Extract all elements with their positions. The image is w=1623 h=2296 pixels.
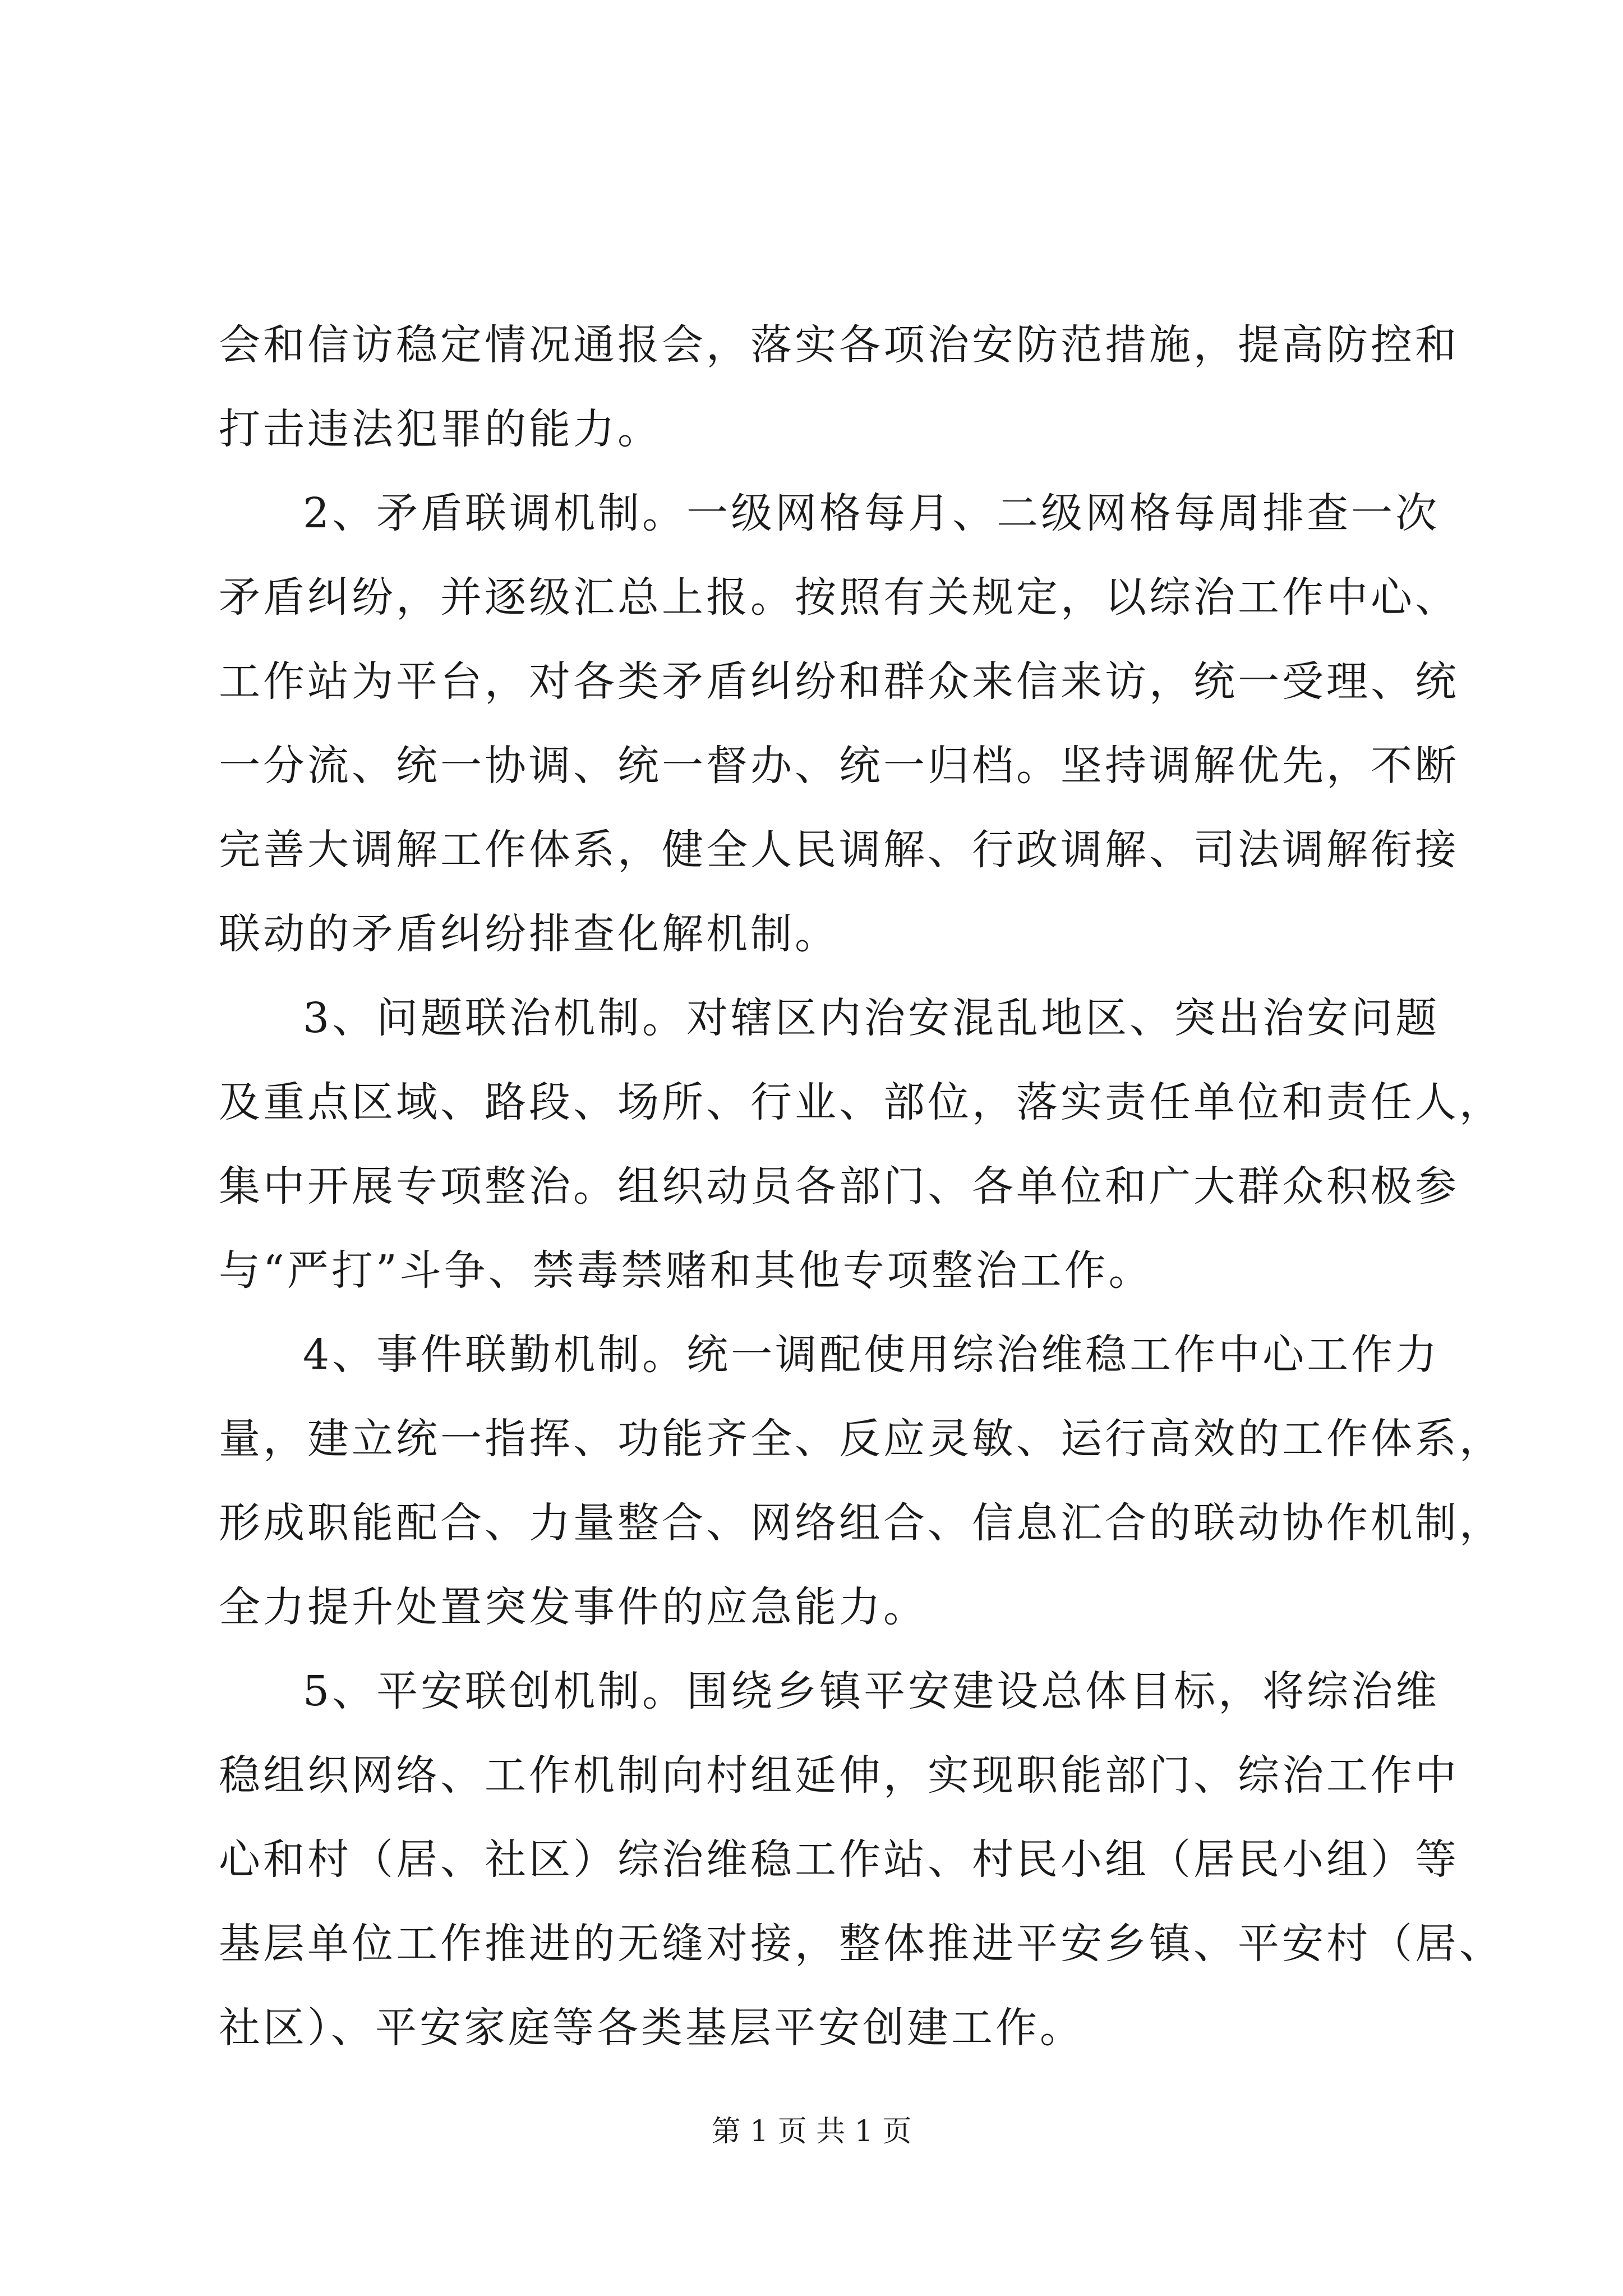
text-line: 矛盾纠纷，并逐级汇总上报。按照有关规定，以综治工作中心、 — [219, 573, 1459, 622]
text-line: 5、平安联创机制。围绕乡镇平安建设总体目标，将综治维 — [303, 1667, 1440, 1715]
text-line: 稳组织网络、工作机制向村组延伸，实现职能部门、综治工作中 — [219, 1751, 1459, 1800]
paragraph-incident-response — [219, 1313, 1504, 1649]
text-line: 全力提升处置突发事件的应急能力。 — [219, 1583, 928, 1631]
text-line: 集中开展专项整治。组织动员各部门、各单位和广大群众积极参 — [219, 1162, 1459, 1211]
text-line: 形成职能配合、力量整合、网络组合、信息汇合的联动协作机制， — [219, 1499, 1504, 1547]
paragraph-safety-creation — [219, 1649, 1504, 2070]
paragraph-continuation — [219, 303, 1459, 471]
paragraph-joint-governance — [219, 976, 1504, 1313]
paragraph-conflict-mediation — [219, 471, 1459, 976]
text-line: 会和信访稳定情况通报会，落实各项治安防范措施，提高防控和 — [219, 321, 1459, 369]
text-line: 3、问题联治机制。对辖区内治安混乱地区、突出治安问题 — [303, 994, 1440, 1042]
text-line: 4、事件联勤机制。统一调配使用综治维稳工作中心工作力 — [303, 1331, 1440, 1379]
document-body — [219, 303, 1504, 2070]
text-line: 完善大调解工作体系，健全人民调解、行政调解、司法调解衔接 — [219, 826, 1459, 874]
text-line: 心和村（居、社区）综治维稳工作站、村民小组（居民小组）等 — [219, 1835, 1459, 1884]
text-line: 联动的矛盾纠纷排查化解机制。 — [219, 910, 839, 958]
text-line: 社区）、平安家庭等各类基层平安创建工作。 — [219, 2004, 1084, 2052]
text-line: 工作站为平台，对各类矛盾纠纷和群众来信来访，统一受理、统 — [219, 657, 1459, 706]
text-line: 及重点区域、路段、场所、行业、部位，落实责任单位和责任人， — [219, 1078, 1504, 1126]
text-line: 一分流、统一协调、统一督办、统一归档。坚持调解优先，不断 — [219, 742, 1459, 790]
text-line: 打击违法犯罪的能力。 — [219, 405, 662, 453]
page-number-footer: 第 1 页 共 1 页 — [711, 2115, 912, 2148]
text-line: 与“严打”斗争、禁毒禁赌和其他专项整治工作。 — [219, 1246, 1153, 1295]
text-line: 量，建立统一指挥、功能齐全、反应灵敏、运行高效的工作体系， — [219, 1415, 1504, 1463]
text-line: 2、矛盾联调机制。一级网格每月、二级网格每周排查一次 — [303, 489, 1440, 537]
text-line: 基层单位工作推进的无缝对接，整体推进平安乡镇、平安村（居、 — [219, 1920, 1504, 1968]
